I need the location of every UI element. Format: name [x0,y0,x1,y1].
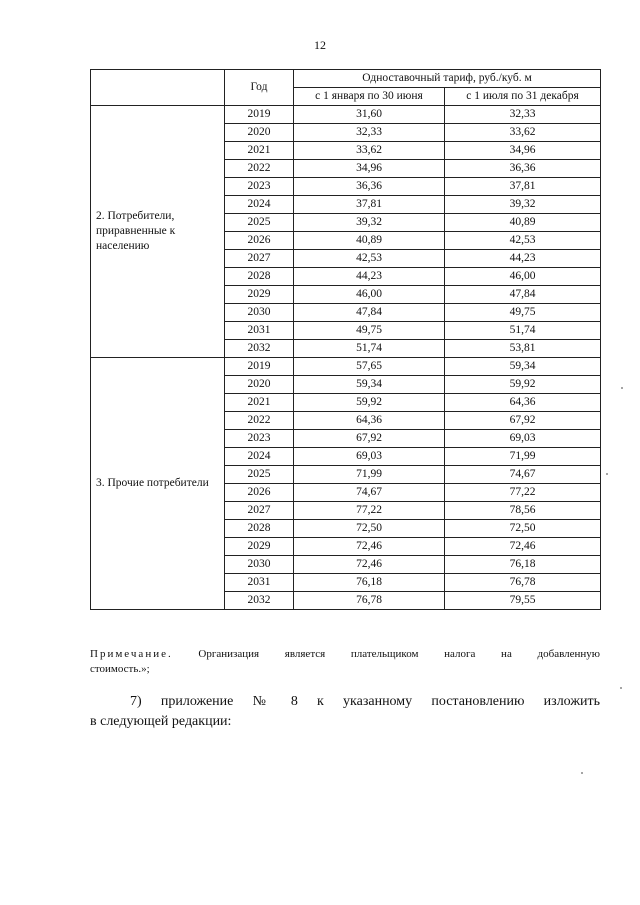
tariff-h2-cell: 79,55 [445,592,601,610]
paragraph-line1: 7) приложение № 8 к указанному постановлению изложить [130,694,600,709]
tariff-h1-cell: 59,92 [294,394,445,412]
year-cell: 2024 [225,448,294,466]
header-year: Год [225,70,294,106]
tariff-h2-cell: 72,50 [445,520,601,538]
tariff-h1-cell: 49,75 [294,322,445,340]
year-cell: 2026 [225,232,294,250]
tariff-h2-cell: 46,00 [445,268,601,286]
tariff-h2-cell: 64,36 [445,394,601,412]
note-text-line1: Организация является плательщиком налога на добавленную [198,648,600,660]
tariff-h2-cell: 32,33 [445,106,601,124]
tariff-h2-cell: 77,22 [445,484,601,502]
tariff-h1-cell: 72,46 [294,538,445,556]
tariff-h1-cell: 72,50 [294,520,445,538]
tariff-h2-cell: 78,56 [445,502,601,520]
year-cell: 2030 [225,304,294,322]
year-cell: 2020 [225,376,294,394]
note [90,647,600,677]
tariff-h1-cell: 47,84 [294,304,445,322]
tariff-h1-cell: 39,32 [294,214,445,232]
tariff-h1-cell: 69,03 [294,448,445,466]
year-cell: 2029 [225,286,294,304]
tariff-h2-cell: 33,62 [445,124,601,142]
tariff-h2-cell: 69,03 [445,430,601,448]
tariff-h2-cell: 37,81 [445,178,601,196]
tariff-h2-cell: 36,36 [445,160,601,178]
tariff-h1-cell: 34,96 [294,160,445,178]
tariff-h2-cell: 40,89 [445,214,601,232]
tariff-h1-cell: 42,53 [294,250,445,268]
table-header [91,70,601,106]
paragraph [90,692,600,732]
header-group-empty [91,70,225,106]
table-row [91,358,601,376]
header-period-2: с 1 июля по 31 декабря [445,88,601,106]
tariff-h1-cell: 67,92 [294,430,445,448]
note-text-line2: стоимость.»; [90,663,150,675]
header-period-1: с 1 января по 30 июня [294,88,445,106]
year-cell: 2022 [225,160,294,178]
tariff-h2-cell: 59,92 [445,376,601,394]
year-cell: 2025 [225,466,294,484]
tariff-h2-cell: 74,67 [445,466,601,484]
tariff-h1-cell: 57,65 [294,358,445,376]
tariff-h1-cell: 72,46 [294,556,445,574]
year-cell: 2027 [225,250,294,268]
group-label: 3. Прочие потребители [91,358,225,610]
tariff-h1-cell: 33,62 [294,142,445,160]
tariff-h1-cell: 76,18 [294,574,445,592]
tariff-h1-cell: 46,00 [294,286,445,304]
year-cell: 2021 [225,394,294,412]
year-cell: 2026 [225,484,294,502]
tariff-h2-cell: 42,53 [445,232,601,250]
year-cell: 2031 [225,322,294,340]
tariff-h2-cell: 39,32 [445,196,601,214]
year-cell: 2028 [225,268,294,286]
year-cell: 2025 [225,214,294,232]
tariff-h2-cell: 59,34 [445,358,601,376]
tariff-h2-cell: 76,18 [445,556,601,574]
tariff-h1-cell: 40,89 [294,232,445,250]
header-tariff: Одноставочный тариф, руб./куб. м [294,70,601,88]
tariff-h1-cell: 76,78 [294,592,445,610]
scan-speck [606,473,608,475]
tariff-h2-cell: 67,92 [445,412,601,430]
year-cell: 2020 [225,124,294,142]
year-cell: 2023 [225,430,294,448]
tariff-h2-cell: 51,74 [445,322,601,340]
year-cell: 2021 [225,142,294,160]
tariff-h2-cell: 47,84 [445,286,601,304]
tariff-h2-cell: 72,46 [445,538,601,556]
table-body [91,106,601,610]
tariff-h2-cell: 53,81 [445,340,601,358]
tariff-h1-cell: 77,22 [294,502,445,520]
year-cell: 2027 [225,502,294,520]
page-number: 12 [314,38,326,52]
year-cell: 2032 [225,592,294,610]
year-cell: 2023 [225,178,294,196]
tariff-h1-cell: 74,67 [294,484,445,502]
scan-speck [621,387,623,389]
year-cell: 2019 [225,106,294,124]
tariff-h1-cell: 71,99 [294,466,445,484]
year-cell: 2024 [225,196,294,214]
year-cell: 2032 [225,340,294,358]
tariff-h2-cell: 76,78 [445,574,601,592]
note-label: Примечание. [90,648,173,660]
group-label: 2. Потребители, приравненные к населению [91,106,225,358]
tariff-h1-cell: 36,36 [294,178,445,196]
table-row [91,106,601,124]
scan-speck [620,687,622,689]
tariff-h2-cell: 71,99 [445,448,601,466]
tariff-table [90,69,601,610]
year-cell: 2029 [225,538,294,556]
tariff-h1-cell: 51,74 [294,340,445,358]
year-cell: 2030 [225,556,294,574]
year-cell: 2031 [225,574,294,592]
paragraph-line2: в следующей редакции: [90,714,232,729]
year-cell: 2019 [225,358,294,376]
tariff-h1-cell: 31,60 [294,106,445,124]
tariff-h1-cell: 32,33 [294,124,445,142]
year-cell: 2022 [225,412,294,430]
scan-speck [581,772,583,774]
tariff-h1-cell: 44,23 [294,268,445,286]
tariff-h2-cell: 49,75 [445,304,601,322]
tariff-h2-cell: 34,96 [445,142,601,160]
tariff-h2-cell: 44,23 [445,250,601,268]
tariff-h1-cell: 59,34 [294,376,445,394]
tariff-h1-cell: 37,81 [294,196,445,214]
tariff-h1-cell: 64,36 [294,412,445,430]
year-cell: 2028 [225,520,294,538]
